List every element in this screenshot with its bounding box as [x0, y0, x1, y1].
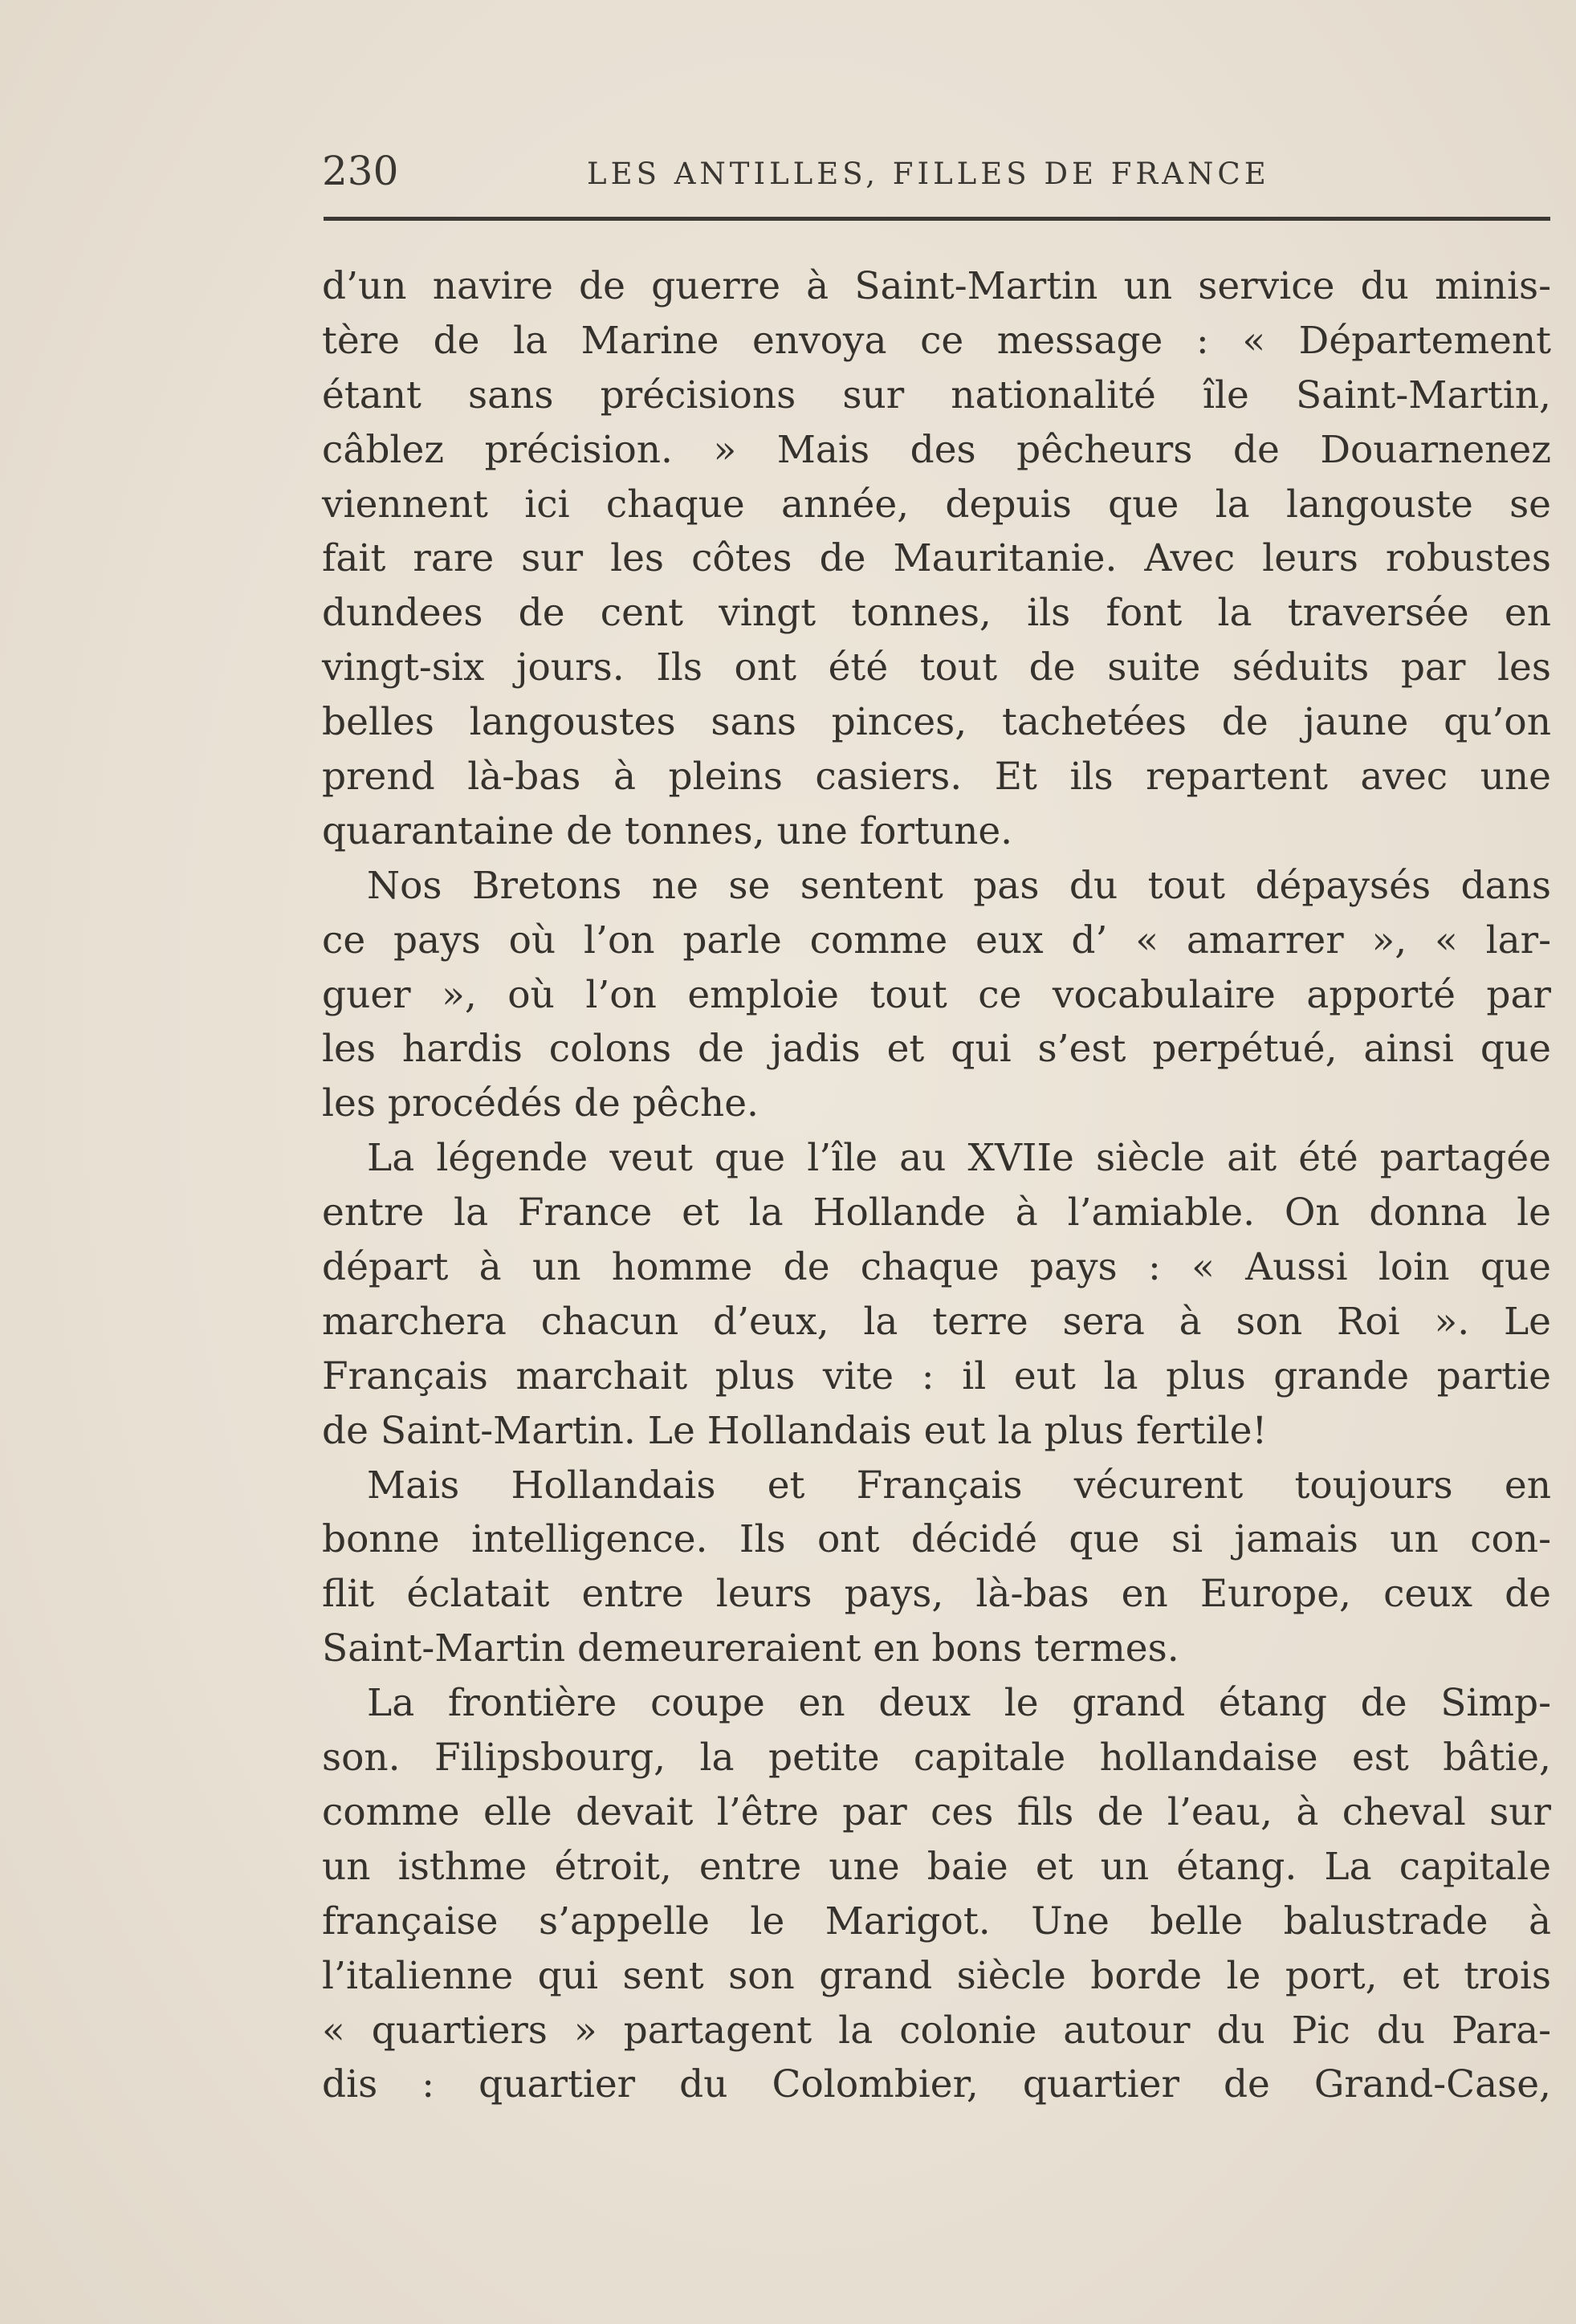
- text-line: vingt-six jours. Ils ont été tout de suite séduits par les: [322, 645, 1551, 690]
- text-line: flit éclatait entre leurs pays, là-bas en Europe, ceux de: [322, 1572, 1551, 1617]
- text-line: guer », où l’on emploie tout ce vocabulaire apporté par: [322, 972, 1551, 1017]
- text-line: Saint-Martin demeureraient en bons termes.: [322, 1626, 1179, 1671]
- text-line: Mais Hollandais et Français vécurent toujours en: [367, 1463, 1551, 1508]
- text-line: fait rare sur les côtes de Mauritanie. Avec leurs robustes: [322, 536, 1551, 581]
- text-line: belles langoustes sans pinces, tachetées de jaune qu’on: [322, 700, 1551, 745]
- text-line: les hardis colons de jadis et qui s’est perpétué, ainsi que: [322, 1027, 1551, 1072]
- text-line: son. Filipsbourg, la petite capitale hollandaise est bâtie,: [322, 1736, 1551, 1781]
- text-line: de Saint-Martin. Le Hollandais eut la plus fertile!: [322, 1408, 1268, 1453]
- header-rule: [324, 217, 1550, 221]
- text-line: entre la France et la Hollande à l’amiable. On donna le: [322, 1190, 1551, 1235]
- text-line: départ à un homme de chaque pays : « Aussi loin que: [322, 1245, 1551, 1290]
- text-line: bonne intelligence. Ils ont décidé que si jamais un con-: [322, 1517, 1551, 1562]
- page-number: 230: [322, 148, 399, 194]
- text-line: l’italienne qui sent son grand siècle borde le port, et trois: [322, 1953, 1551, 1998]
- text-line: La frontière coupe en deux le grand étang de Simp-: [367, 1681, 1551, 1726]
- body-text: [322, 259, 1551, 2112]
- text-line: marchera chacun d’eux, la terre sera à son Roi ». Le: [322, 1299, 1551, 1344]
- text-line: « quartiers » partagent la colonie autour du Pic du Para-: [322, 2008, 1551, 2053]
- text-line: quarantaine de tonnes, une fortune.: [322, 808, 1013, 853]
- text-line: un isthme étroit, entre une baie et un étang. La capitale: [322, 1844, 1551, 1889]
- text-line: câblez précision. » Mais des pêcheurs de Douarnenez: [322, 427, 1551, 472]
- running-title: LES ANTILLES, FILLES DE FRANCE: [587, 157, 1270, 191]
- text-line: ce pays où l’on parle comme eux d’ « amarrer », « lar-: [322, 918, 1551, 963]
- text-line: viennent ici chaque année, depuis que la langouste se: [322, 482, 1551, 527]
- text-line: dundees de cent vingt tonnes, ils font la traversée en: [322, 591, 1551, 636]
- text-line: La légende veut que l’île au XVIIe siècle ait été partagée: [367, 1136, 1551, 1181]
- text-line: tère de la Marine envoya ce message : « Département: [322, 318, 1551, 363]
- text-line: Nos Bretons ne se sentent pas du tout dépaysés dans: [367, 863, 1551, 908]
- text-line: d’un navire de guerre à Saint-Martin un service du minis-: [322, 264, 1551, 308]
- text-line: Français marchait plus vite : il eut la plus grande partie: [322, 1353, 1551, 1398]
- text-line: les procédés de pêche.: [322, 1081, 759, 1126]
- text-line: étant sans précisions sur nationalité île Saint-Martin,: [322, 372, 1551, 417]
- page-header: [322, 143, 1551, 199]
- text-line: française s’appelle le Marigot. Une belle balustrade à: [322, 1899, 1551, 1943]
- text-line: comme elle devait l’être par ces fils de l’eau, à cheval sur: [322, 1789, 1551, 1834]
- text-line: prend là-bas à pleins casiers. Et ils repartent avec une: [322, 755, 1551, 800]
- text-line: dis : quartier du Colombier, quartier de Grand-Case,: [322, 2062, 1551, 2107]
